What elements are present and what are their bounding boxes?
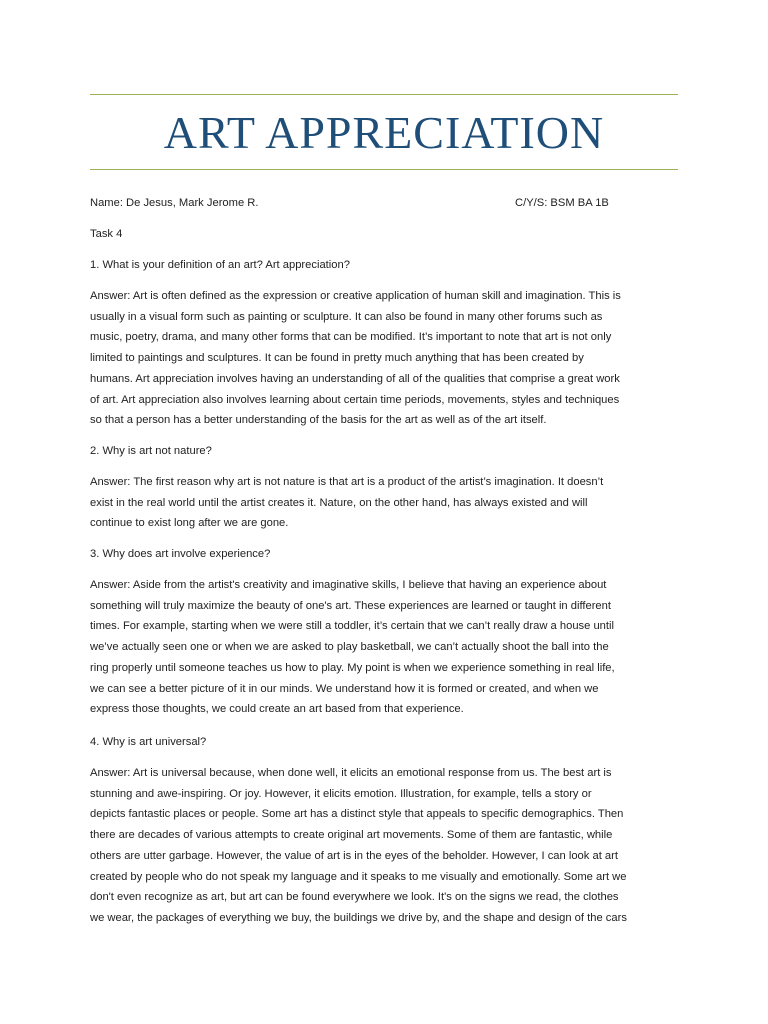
answer-line: Answer: Art is often defined as the expression or creative application of human skill and imagination. This is <box>90 290 621 302</box>
task-label: Task 4 <box>90 228 123 240</box>
answer-line: continue to exist long after we are gone. <box>90 517 289 530</box>
student-course-year-section: C/Y/S: BSM BA 1B <box>515 197 609 209</box>
question-4: 4. Why is art universal? <box>90 736 207 748</box>
answer-line: ring properly until someone teaches us how to play. My point is when we experience something in real life, <box>90 661 615 674</box>
answer-line: Answer: The first reason why art is not nature is that art is a product of the artist’s imagination. It doesn’t <box>90 476 604 488</box>
answer-line: Answer: Art is universal because, when done well, it elicits an emotional response from us. The best art is <box>90 767 612 779</box>
answer-line: created by people who do not speak my language and it speaks to me visually and emotionally. Some art we <box>90 870 627 883</box>
answer-line: music, poetry, drama, and many other forms that can be modified. It’s important to note that art is not only <box>90 331 612 344</box>
answer-line: Answer: Aside from the artist's creativity and imaginative skills, I believe that having an experience about <box>90 579 607 591</box>
document-title: ART APPRECIATION <box>163 107 605 158</box>
answer-line: we’ve actually seen one or when we are asked to play basketball, we can’t actually shoot the ball into the <box>90 641 609 654</box>
question-1: 1. What is your definition of an art? Art appreciation? <box>90 259 350 271</box>
answer-line: limited to paintings and sculptures. It can be found in pretty much anything that has been created by <box>90 352 584 365</box>
student-name: Name: De Jesus, Mark Jerome R. <box>90 197 259 209</box>
answer-line: we can see a better picture of it in our minds. We understand how it is formed or created, and when we <box>90 682 599 695</box>
answer-1 <box>90 286 682 431</box>
question-3: 3. Why does art involve experience? <box>90 548 271 560</box>
answer-line: exist in the real world until the artist creates it. Nature, on the other hand, has always existed and will <box>90 496 588 509</box>
title-bottom-rule <box>90 169 678 170</box>
answer-line: something will truly maximize the beauty of one's art. These experiences are learned or taught in different <box>90 599 611 612</box>
answer-line: there are decades of various attempts to create original art movements. Some of them are fantastic, while <box>90 829 613 842</box>
answer-line: of art. Art appreciation also involves learning about certain time periods, movements, styles and techniques <box>90 393 620 406</box>
answer-line: usually in a visual form such as painting or sculpture. It can also be found in many other forums such as <box>90 310 603 323</box>
answer-3 <box>90 575 682 720</box>
question-2: 2. Why is art not nature? <box>90 445 212 457</box>
answer-line: don't even recognize as art, but art can be found everywhere we look. It's on the signs we read, the clothes <box>90 891 619 904</box>
answer-line: times. For example, starting when we were still a toddler, it’s certain that we can’t really draw a house until <box>90 620 614 633</box>
answer-line: others are utter garbage. However, the value of art is in the eyes of the beholder. However, I can look at art <box>90 849 618 862</box>
answer-line: stunning and awe-inspiring. Or joy. However, it elicits emotion. Illustration, for example, tells a story or <box>90 787 592 800</box>
answer-4 <box>90 763 682 929</box>
answer-line: so that a person has a better understanding of the basis for the art as well as of the art itself. <box>90 414 547 427</box>
title-top-rule <box>90 94 678 95</box>
answer-line: depicts fantastic places or people. Some art has a distinct style that appeals to specific demographics. Then <box>90 808 624 821</box>
answer-line: express those thoughts, we could create an art based from that experience. <box>90 703 464 716</box>
answer-2 <box>90 472 682 534</box>
answer-line: humans. Art appreciation involves having an understanding of all of the qualities that comprise a great work <box>90 372 620 385</box>
answer-line: we wear, the packages of everything we buy, the buildings we drive by, and the shape and design of the cars <box>90 911 627 924</box>
